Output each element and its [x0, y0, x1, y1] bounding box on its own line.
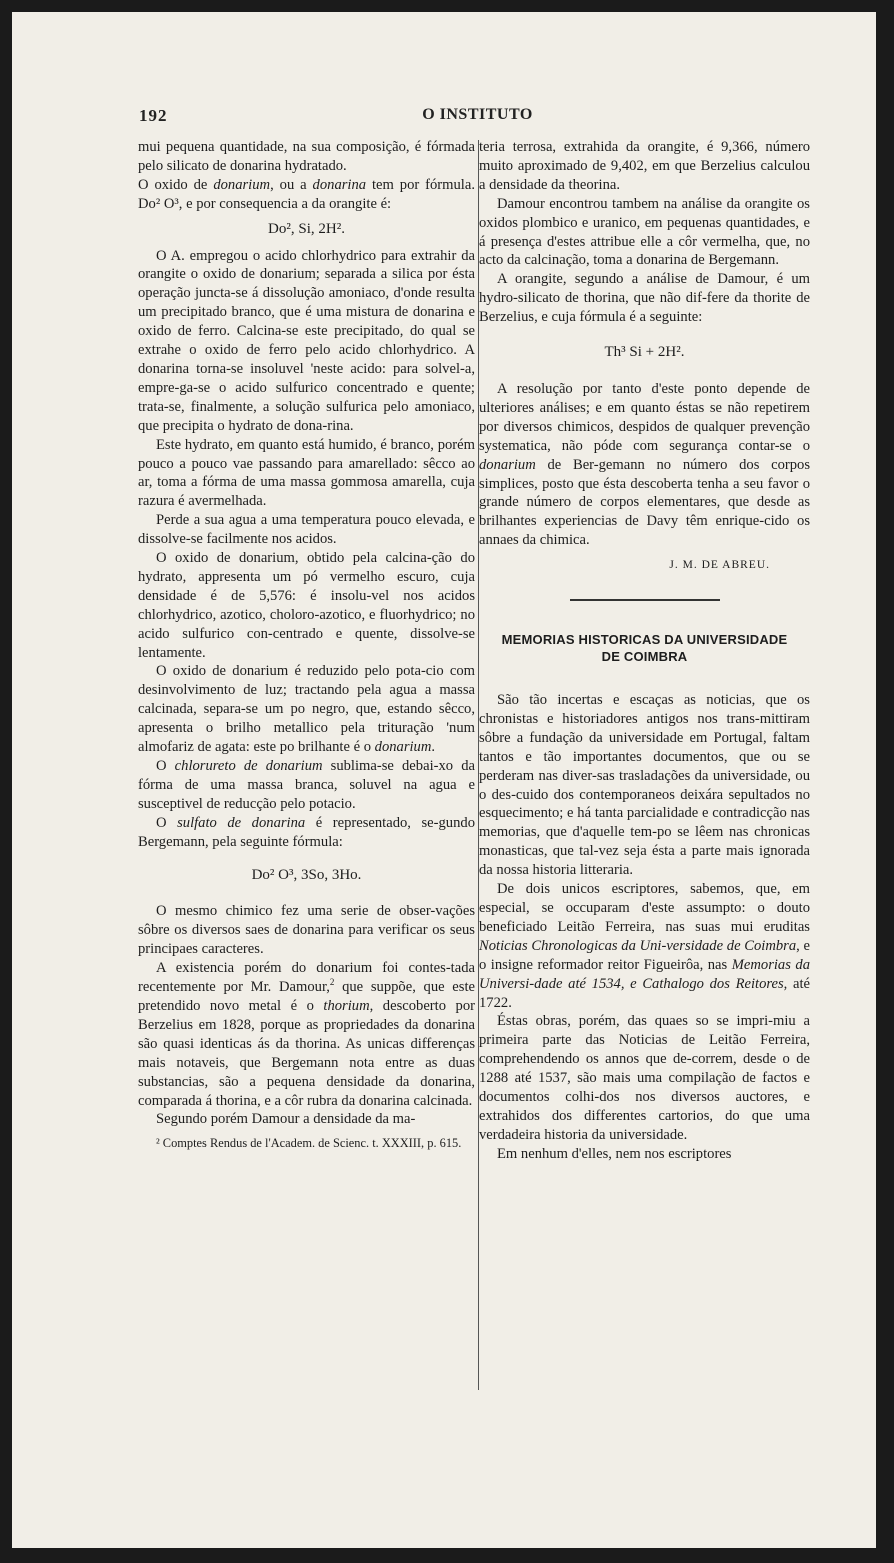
paragraph: A resolução por tanto d'este ponto depende de ulteriores análises; e em quanto éstas se não repetirem por diversos chimicos, despidos de qualquer prevenção systematica, não póde com segurança contar-se o donarium de Ber-gemann no número dos corpos simplices, posto que ésta descoberta tenha a seu favor o grande número de corpos elementares, que desde as brilhantes experiencias de Davy têm enrique-cido os annaes da chimica. [479, 380, 810, 549]
paragraph: mui pequena quantidade, na sua composição, é fórmada pelo silicato de donarina hydratado. [138, 139, 475, 174]
section-rule [570, 599, 720, 601]
paragraph: O oxido de donarium, obtido pela calcina-ção do hydrato, appresenta um pó vermelho escuro, cuja densidade é de 5,576: é insolu-vel nos acidos chlorhydrico, azotico, choloro-azotico, e fluorhydrico; no acido sulfurico con-centrado e quente, dissolve-se lentamente. [138, 550, 475, 661]
paragraph: Este hydrato, em quanto está humido, é branco, porém pouco a pouco vae passando para amarellado: sêcco ao ar, toma a fórma de uma massa gommosa amarella, cuja razura é avermelhada. [138, 436, 475, 510]
left-column [138, 138, 475, 1151]
paragraph: O oxido de donarium, ou a donarina tem por fórmula. Do² O³, e por consequencia a da orangite é: [138, 176, 475, 212]
paragraph: Segundo porém Damour a densidade da ma- [156, 1111, 416, 1128]
paragraph: O chlorureto de donarium sublima-se debai-xo da fórma de uma massa branca, soluvel na agua e susceptivel de reducção pelo potacio. [138, 758, 475, 812]
paragraph: teria terrosa, extrahida da orangite, é 9,366, número muito aproximado de 9,402, em que Berzelius calculou a densidade da theorina. [479, 139, 810, 193]
formula: Do² O³, 3So, 3Ho. [251, 866, 362, 883]
right-column [479, 138, 810, 1164]
author-signature: J. M. DE ABREU. [669, 559, 770, 572]
page [12, 12, 876, 1548]
paragraph: A orangite, segundo a análise de Damour, é um hydro-silicato de thorina, que não dif-fere da thorite de Berzelius, e cuja fórmula é a seguinte: [479, 271, 810, 326]
formula: Do², Si, 2H². [268, 220, 345, 237]
section-heading: MEMORIAS HISTORICAS DA UNIVERSIDADE DE COIMBRA [501, 632, 788, 665]
paragraph: O mesmo chimico fez uma serie de obser-vações sôbre os diversos saes de donarina para verificar os seus principaes caracteres. [138, 903, 475, 958]
formula: Th³ Si + 2H². [604, 344, 685, 361]
paragraph: O sulfato de donarina é representado, se-gundo Bergemann, pela seguinte fórmula: [138, 814, 475, 850]
paragraph: Éstas obras, porém, das quaes so se impri-miu a primeira parte das Noticias de Leitão Ferreira, comprehendendo os annos que de-correm, desde o de 1288 até 1537, são mais uma compilação de factos e documentos colhi-dos nos diversos auctores, e extrahidos dos differentes cartorios, do que uma verdadeira historia da universidade. [479, 1013, 810, 1143]
page-number: 192 [139, 106, 168, 125]
paragraph: A existencia porém do donarium foi contes-tada recentemente por Mr. Damour,$^2$ que suppõe, que este pretendido novo metal é o thorium, descoberto por Berzelius em 1828, porque as propriedades da donarina são quasi identicas ás da thorina. As unicas differenças mais notaveis, que Bergemann nota entre as duas substancias, são a pequena densidade da donarina, comparada á thorina, e a côr rubra da donarina calcinada. [138, 960, 475, 1109]
paragraph: O A. empregou o acido chlorhydrico para extrahir da orangite o oxido de donarium; separada a silica por ésta operação juncta-se á dissolução amoniaco, d'onde resulta um precipitado branco, que é uma mistura de donarina e oxido de ferro. Calcina-se este precipitado, do qual se extrahe o oxido de ferro pelo acido chlorhydrico. A donarina torna-se insoluvel 'neste acido: para solvel-a, empre-ga-se o acido sulfurico concentrado e quente; trata-se, finalmente, a solução sulfurica pelo amoniaco, que precipita o hydrato de dona-rina. [138, 247, 475, 434]
paragraph: Damour encontrou tambem na análise da orangite os oxidos plombico e uranico, em pequenas quantidades, e á presença d'estes attribue elle a côr vermelha, que, no acto da calcinação, toma a donarina de Bergemann. [479, 195, 810, 269]
running-title: O INSTITUTO [422, 106, 533, 123]
paragraph: Perde a sua agua a uma temperatura pouco elevada, e dissolve-se facilmente nos acidos. [138, 512, 475, 548]
paragraph: De dois unicos escriptores, sabemos, que, em especial, se occuparam d'este assumpto: o douto beneficiado Leitão Ferreira, nas suas mui eruditas Noticias Chronologicas da Uni-versidade de Coimbra, e o insigne reformador reitor Figueirôa, nas Memorias da Universi-dade até 1534, e Cathalogo dos Reitores, até 1722. [479, 881, 811, 1011]
footnote: ² Comptes Rendus de l'Academ. de Scienc. t. XXXIII, p. 615. [156, 1136, 462, 1151]
running-header [139, 106, 816, 128]
paragraph: O oxido de donarium é reduzido pelo pota-cio com desinvolvimento de luz; tractando pela agua a massa calcinada, separa-se um po negro, que, estando sêcco, apresenta o brilho metallico pela trituração 'num almofariz de agata: este po brilhante é o donarium. [138, 663, 475, 756]
paragraph: São tão incertas e escaças as noticias, que os chronistas e historiadores antigos nos trans-mittiram sôbre a fundação da universidade em Portugal, faltam tantos e tão importantes documentos, que ou se perderam nas diver-sas trasladações da universidade, ou o des-cuido dos contemporaneos deixára sepultados no esquecimento; e há tanta parcialidade e contradicção nas memorias, que d'aquelle tem-po se lêem nas chronicas monasticas, que tal-vez seja ésta a parte mais ignorada da nossa historia litteraria. [479, 692, 810, 879]
paragraph: Em nenhum d'elles, nem nos escriptores [497, 1145, 732, 1162]
